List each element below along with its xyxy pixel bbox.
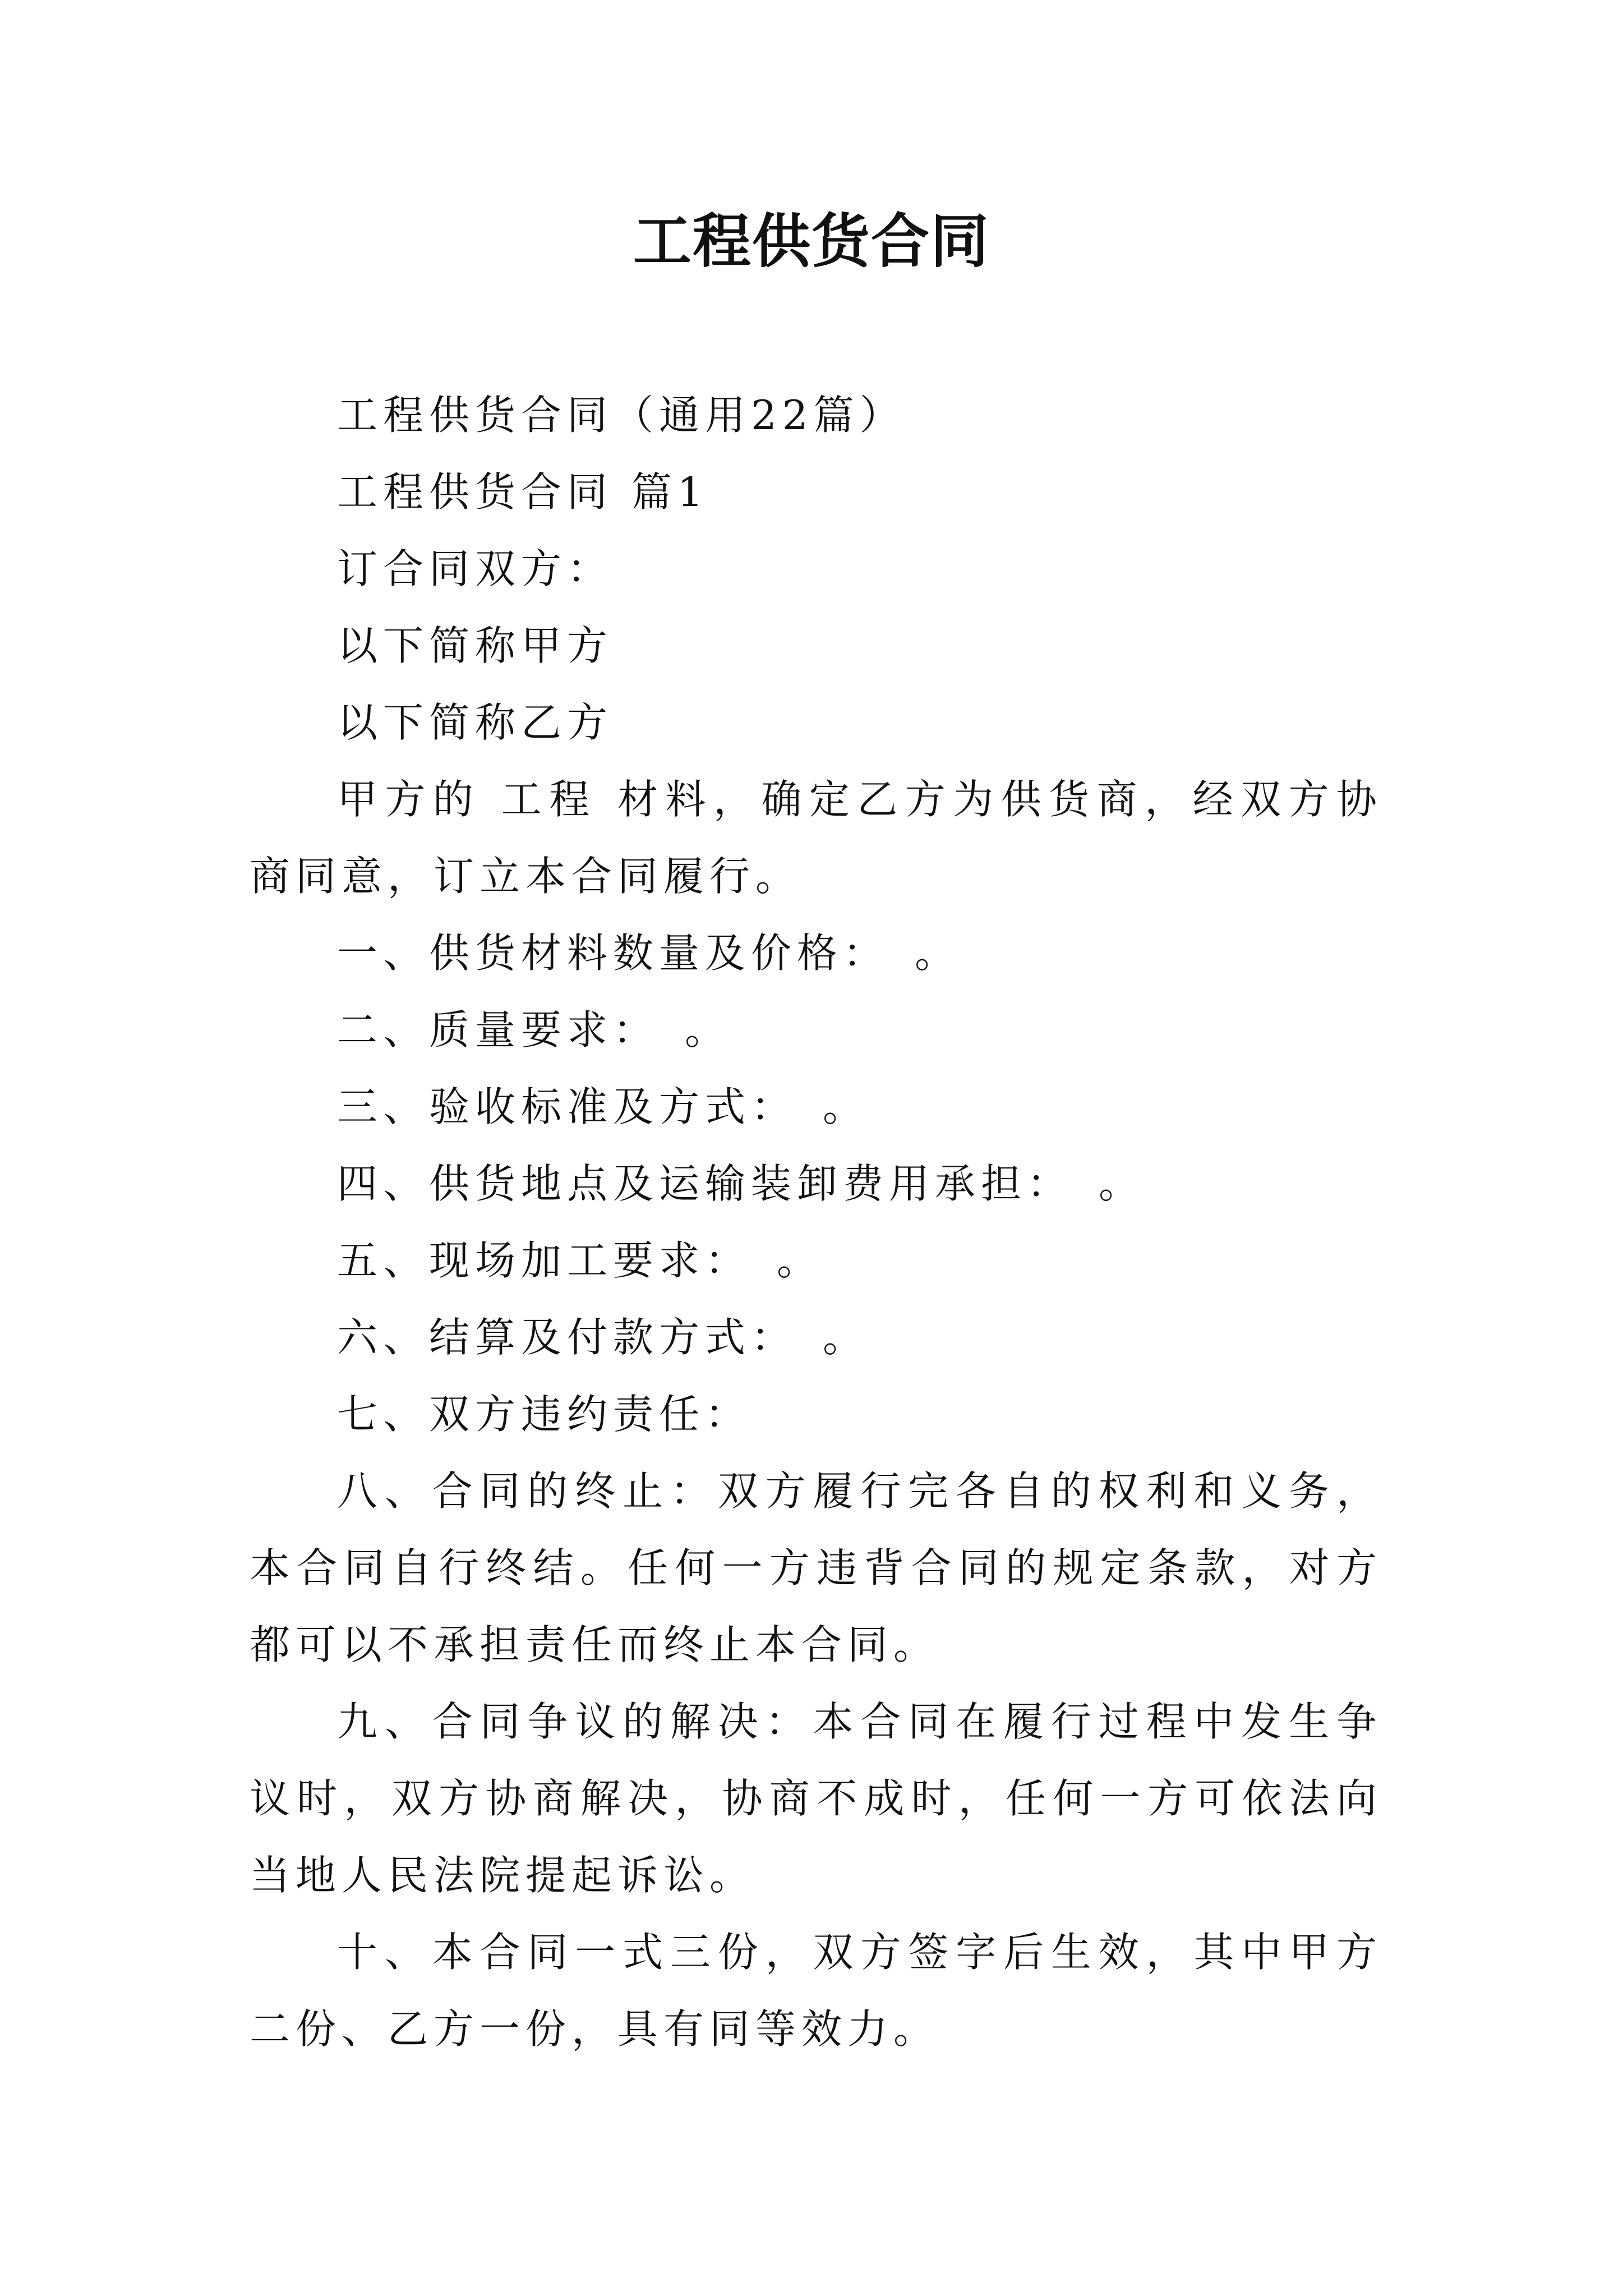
paragraph-intro: 甲方的 工程 材料，确定乙方为供货商，经双方协商同意，订立本合同履行。 [250,776,1382,900]
paragraph-party-b: 以下简称乙方 [337,699,614,746]
paragraph-parties-label: 订合同双方： [337,545,614,592]
clause-2: 二、质量要求： 。 [337,1006,731,1053]
clause-7: 七、双方违约责任： [337,1391,751,1438]
clause-1: 一、供货材料数量及价格： 。 [337,930,961,977]
paragraph-doc-heading: 工程供货合同（通用22篇） [337,392,906,439]
clause-9: 九、合同争议的解决：本合同在履行过程中发生争议时，双方协商解决，协商不成时，任何一方可依法向当地人民法院提起诉讼。 [250,1698,1382,1899]
paragraph-party-a: 以下简称甲方 [337,622,614,669]
clause-8: 八、合同的终止：双方履行完各自的权利和义务，本合同自行终结。任何一方违背合同的规定条款，对方都可以不承担责任而终止本合同。 [250,1467,1382,1668]
clause-3: 三、验收标准及方式： 。 [337,1083,869,1130]
clause-10: 十、本合同一式三份，双方签字后生效，其中甲方二份、乙方一份，具有同等效力。 [250,1929,1382,2053]
clause-6: 六、结算及付款方式： 。 [337,1314,869,1361]
document-title: 工程供货合同 [633,206,990,275]
document-body [250,377,1382,2068]
paragraph-section-heading: 工程供货合同 篇1 [337,468,709,516]
clause-4: 四、供货地点及运输装卸费用承担： 。 [337,1160,1145,1207]
clause-5: 五、现场加工要求： 。 [337,1237,823,1284]
